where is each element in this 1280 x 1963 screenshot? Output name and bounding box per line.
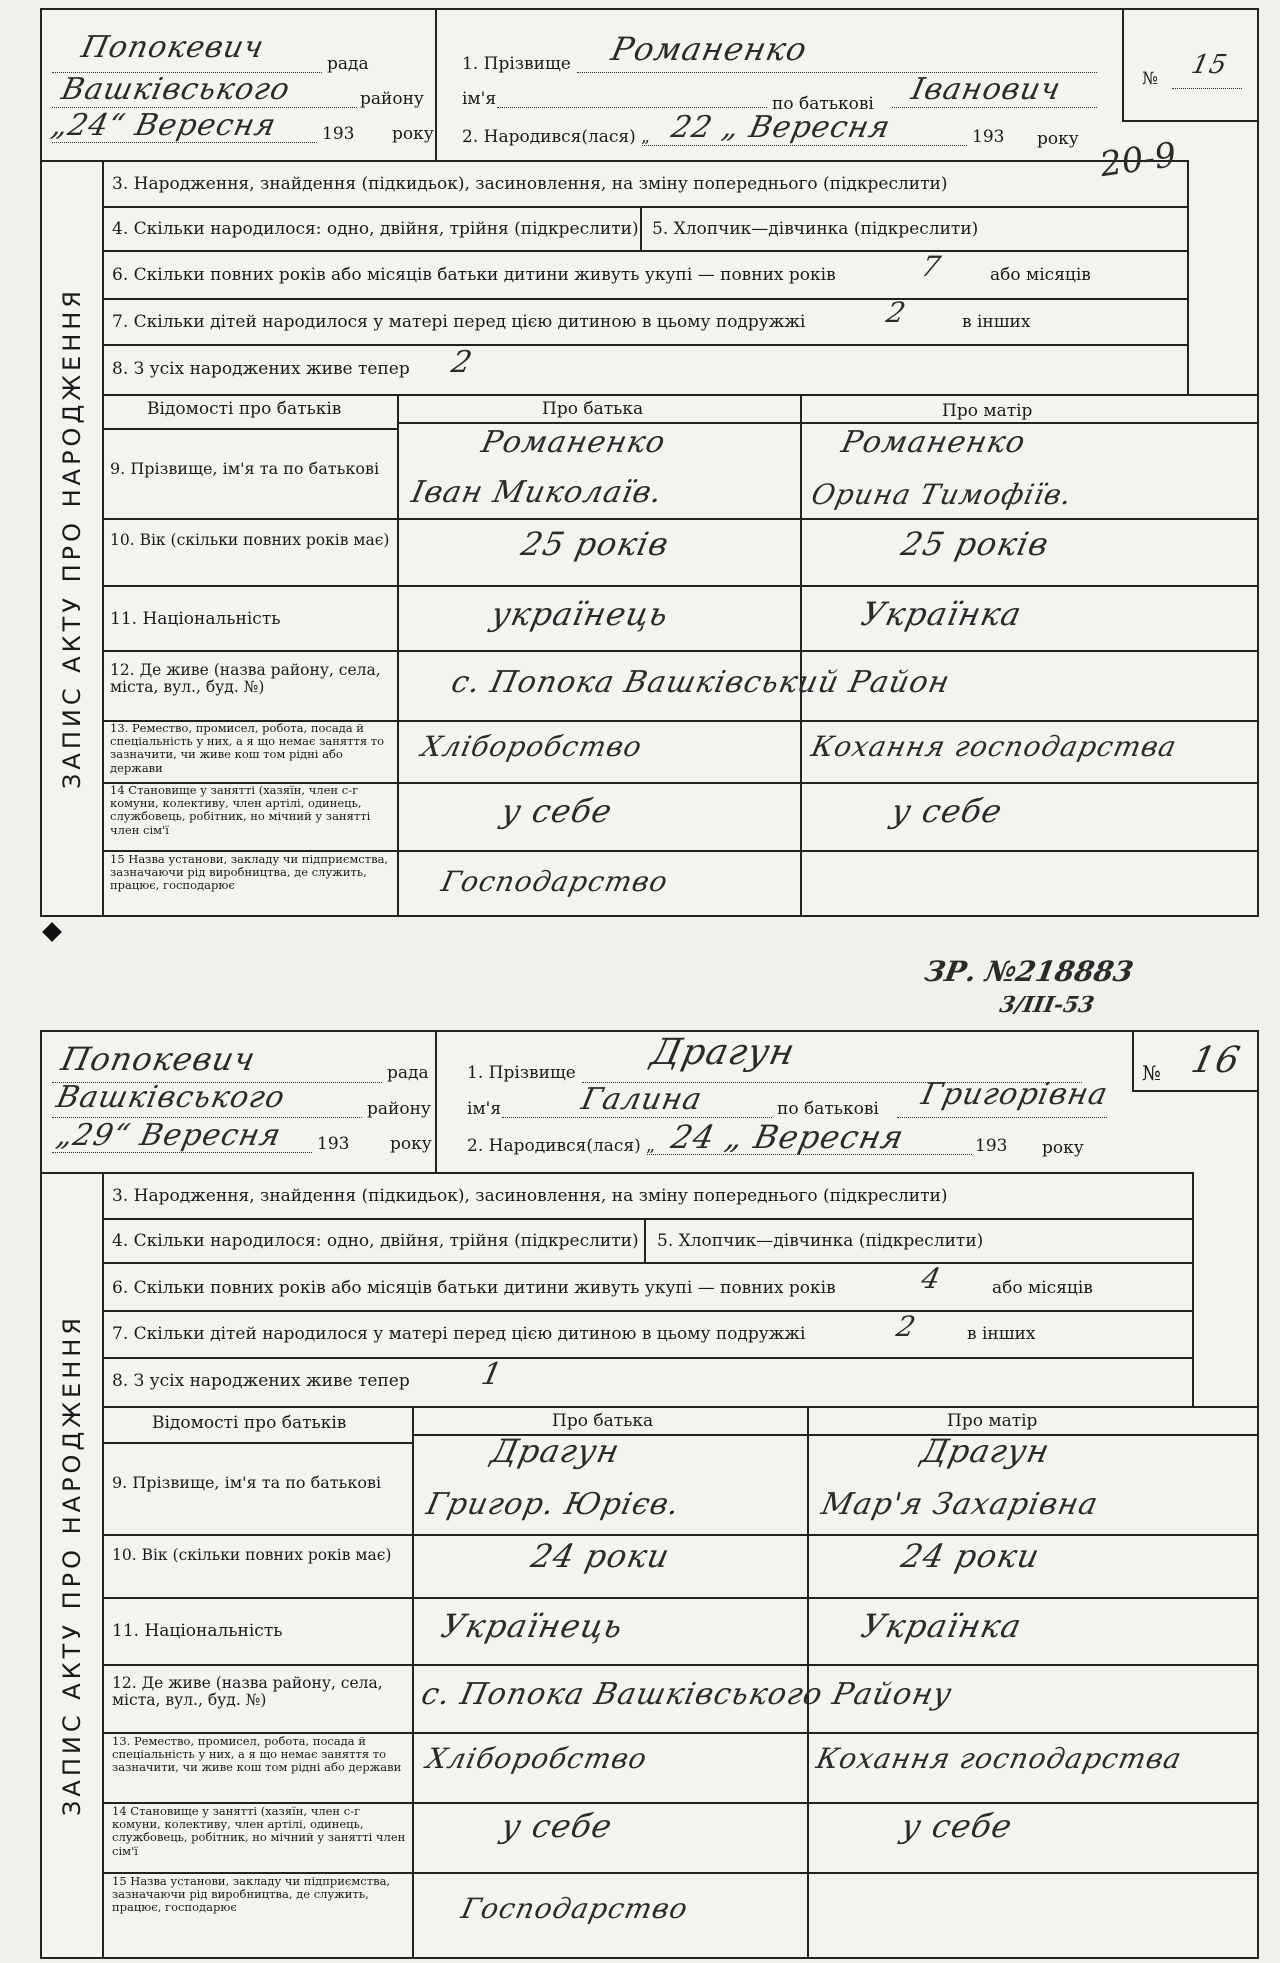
row9-label: 9. Прізвище, ім'я та по батькові xyxy=(110,459,380,478)
roku2-label-2: року xyxy=(1042,1138,1084,1158)
row15-label: 15 Назва установи, закладу чи підприємства, зазначаючи рід виробництва, де служить, працює, господарює xyxy=(110,852,389,893)
birth-record-2 xyxy=(40,1030,1259,1959)
father-name2: Іван Миколаїв. xyxy=(408,475,666,510)
q4-label-2: 4. Скільки народилося: одно, двійня, трійня (підкреслити) xyxy=(112,1231,639,1251)
date-value: „24“ Вересня xyxy=(48,108,280,143)
mother-name1-2: Драгун xyxy=(917,1432,1054,1470)
roku-label-2: року xyxy=(390,1134,432,1154)
mother-name1: Романенко xyxy=(838,425,1029,460)
mother-status: у себе xyxy=(887,792,1007,830)
q8-label: 8. З усіх народжених живе тепер xyxy=(112,359,410,379)
col-mother-header: Про матір xyxy=(942,401,1033,421)
father-nation: українець xyxy=(487,595,673,633)
margin-note-2: ЗР. №218883 xyxy=(922,955,1136,988)
margin-note-1: 20-9 xyxy=(1097,134,1179,186)
row15-label-2: 15 Назва установи, закладу чи підприємства, зазначаючи рід виробництва, де служить, працює, господарює xyxy=(112,1874,391,1915)
row10-label: 10. Вік (скільки повних років має) xyxy=(110,531,390,549)
born-value: 22 „ Вересня xyxy=(668,110,894,145)
raion-value: Вашківського xyxy=(58,72,294,107)
roku-label: року xyxy=(392,124,434,144)
year2-label-2: 193 xyxy=(975,1136,1008,1156)
year-label: 193 xyxy=(322,124,355,144)
q1-label-2: 1. Прізвище xyxy=(467,1063,576,1083)
years-together-value: 7 xyxy=(918,250,945,283)
patronymic-label: по батькові xyxy=(772,94,874,114)
row13-label-2: 13. Ремество, промисел, робота, посада й спеціальність у них, а я що немає заняття то зазначити, чи живе кош том рідні або держави xyxy=(112,1734,402,1775)
q8-label-2: 8. З усіх народжених живе тепер xyxy=(112,1371,410,1391)
q6-label: 6. Скільки повних років або місяців батьки дитини живуть укупі — повних років xyxy=(112,265,836,285)
name-label: ім'я xyxy=(462,89,497,109)
q5-label-2: 5. Хлопчик—дівчинка (підкреслити) xyxy=(657,1231,984,1251)
father-name2-2: Григор. Юрієв. xyxy=(423,1487,684,1522)
children-before-value: 2 xyxy=(883,296,910,329)
patronymic-value: Іванович xyxy=(908,72,1065,107)
patronymic-label-2: по батькові xyxy=(777,1099,879,1119)
father-age: 25 років xyxy=(517,525,673,563)
margin-note-3: 3/ІІІ-53 xyxy=(997,992,1097,1018)
years-together-value-2: 4 xyxy=(918,1262,945,1295)
row14-label-2: 14 Становище у занятті (хазяїн, член с-г комуни, колективу, член артілі, одинець, службовець, робітник, но мічний у занятті член сім'ї xyxy=(112,1804,406,1858)
name-label-2: ім'я xyxy=(467,1099,502,1119)
mother-nation-2: Українка xyxy=(857,1607,1026,1645)
patronymic-value-2: Григорівна xyxy=(918,1077,1112,1112)
q3-label: 3. Народження, знайдення (підкидьок), засиновлення, на зміну попереднього (підкреслити) xyxy=(112,174,948,194)
name-value-2: Галина xyxy=(578,1082,706,1117)
mother-age-2: 24 роки xyxy=(897,1537,1044,1575)
q3-label-2: 3. Народження, знайдення (підкидьок), засиновлення, на зміну попереднього (підкреслити) xyxy=(112,1186,948,1206)
q2-label: 2. Народився(лася) „ xyxy=(462,127,650,147)
q6b-label-2: або місяців xyxy=(992,1278,1093,1298)
row14-label: 14 Становище у занятті (хазяїн, член с-г комуни, колективу, член артілі, одинець, службовець, робітник, но мічний у занятті член сім'ї xyxy=(110,783,371,837)
father-name1-2: Драгун xyxy=(487,1432,624,1470)
no-label-2: № xyxy=(1142,1061,1161,1085)
father-nation-2: Українець xyxy=(437,1607,627,1645)
father-work: Хліборобство xyxy=(418,730,646,763)
col-info-header: Відомості про батьків xyxy=(147,399,342,419)
row9-label-2: 9. Прізвище, ім'я та по батькові xyxy=(112,1473,382,1492)
father-work-2: Хліборобство xyxy=(423,1742,651,1775)
alive-now-value-2: 1 xyxy=(478,1357,506,1392)
alive-now-value: 2 xyxy=(448,345,476,380)
q2-label-2: 2. Народився(лася) „ xyxy=(467,1136,655,1156)
birth-record-1 xyxy=(40,8,1259,917)
row12-label: 12. Де живе (назва району, села, міста, вул., буд. №) xyxy=(110,661,381,697)
q7-label-2: 7. Скільки дітей народилося у матері перед цією дитиною в цьому подружжі xyxy=(112,1324,806,1344)
born-value-2: 24 „ Вересня xyxy=(667,1118,908,1156)
year2-label: 193 xyxy=(972,127,1005,147)
col-mother-header-2: Про матір xyxy=(947,1411,1038,1431)
q6b-label: або місяців xyxy=(990,265,1091,285)
rada-value-2: Попокевич xyxy=(57,1040,260,1078)
mother-age: 25 років xyxy=(897,525,1053,563)
no-label: № xyxy=(1142,69,1159,89)
col-father-header: Про батька xyxy=(542,399,644,419)
father-age-2: 24 роки xyxy=(527,1537,674,1575)
q1-label: 1. Прізвище xyxy=(462,54,571,74)
father-lives: с. Попока Вашківський Район xyxy=(448,665,954,700)
mother-name2: Орина Тимофіїв. xyxy=(808,478,1076,511)
father-status-2: у себе xyxy=(497,1807,617,1845)
q4-label: 4. Скільки народилося: одно, двійня, трійня (підкреслити) xyxy=(112,219,639,239)
raion-label-2: району xyxy=(367,1099,431,1119)
mother-work-2: Кохання господарства xyxy=(813,1742,1186,1775)
year-label-2: 193 xyxy=(317,1134,350,1154)
rada-label: рада xyxy=(327,54,369,74)
rada-value: Попокевич xyxy=(78,30,268,65)
rada-label-2: рада xyxy=(387,1063,429,1083)
row13-label: 13. Ремество, промисел, робота, посада й спеціальність у них, а я що немає заняття то зазначити, чи живе кош том рідні або держави xyxy=(110,721,385,775)
date-value-2: „29“ Вересня xyxy=(53,1118,285,1153)
q6-label-2: 6. Скільки повних років або місяців батьки дитини живуть укупі — повних років xyxy=(112,1278,836,1298)
father-place-2: Господарство xyxy=(458,1892,692,1925)
father-lives-2: с. Попока Вашківського Району xyxy=(418,1677,956,1712)
mother-status-2: у себе xyxy=(897,1807,1017,1845)
row11-label: 11. Національність xyxy=(110,609,281,629)
father-name1: Романенко xyxy=(478,425,669,460)
col-father-header-2: Про батька xyxy=(552,1411,654,1431)
side-title: ЗАПИС АКТУ ПРО НАРОДЖЕННЯ xyxy=(58,286,86,789)
row12-label-2: 12. Де живе (назва району, села, міста, вул., буд. №) xyxy=(112,1674,383,1710)
ink-blot xyxy=(42,922,62,942)
children-before-value-2: 2 xyxy=(893,1310,920,1343)
mother-nation: Українка xyxy=(857,595,1026,633)
surname-value: Романенко xyxy=(607,30,811,68)
mother-name2-2: Мар'я Захарівна xyxy=(818,1487,1102,1522)
surname-value-2: Драгун xyxy=(647,1032,799,1073)
raion-label: району xyxy=(360,89,424,109)
col-info-header-2: Відомості про батьків xyxy=(152,1413,347,1433)
roku2-label: року xyxy=(1037,129,1079,149)
q7b-label: в інших xyxy=(962,312,1031,332)
number-value: 15 xyxy=(1188,50,1231,80)
raion-value-2: Вашківського xyxy=(53,1080,289,1115)
side-title-2: ЗАПИС АКТУ ПРО НАРОДЖЕННЯ xyxy=(58,1313,86,1816)
father-place: Господарство xyxy=(438,865,672,898)
father-status: у себе xyxy=(497,792,617,830)
q7b-label-2: в інших xyxy=(967,1324,1036,1344)
q7-label: 7. Скільки дітей народилося у матері перед цією дитиною в цьому подружжі xyxy=(112,312,806,332)
number-value-2: 16 xyxy=(1187,1040,1245,1081)
q5-label: 5. Хлопчик—дівчинка (підкреслити) xyxy=(652,219,979,239)
row10-label-2: 10. Вік (скільки повних років має) xyxy=(112,1546,392,1564)
row11-label-2: 11. Національність xyxy=(112,1621,283,1641)
mother-work: Кохання господарства xyxy=(808,730,1181,763)
